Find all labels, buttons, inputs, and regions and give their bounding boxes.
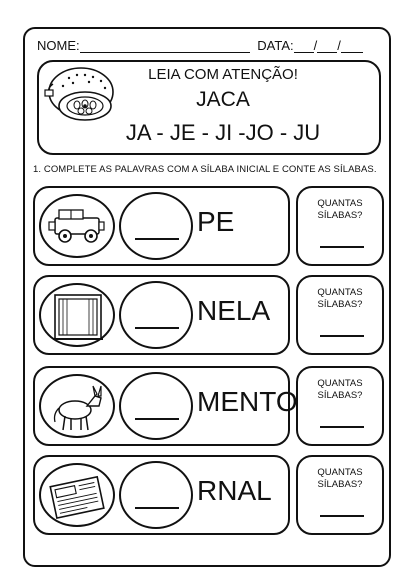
syllable-blank-line <box>135 418 179 420</box>
word-row <box>33 275 290 355</box>
word-suffix: PE <box>197 206 235 237</box>
syllable-count-box[interactable] <box>296 366 384 446</box>
count-label: QUANTAS <box>317 287 363 298</box>
count-answer-line <box>320 246 364 248</box>
picture-circle <box>39 283 115 347</box>
donkey-icon <box>41 376 117 440</box>
date-separator: / <box>313 38 318 53</box>
count-label: QUANTAS <box>317 467 363 478</box>
header-line <box>37 38 363 53</box>
count-label: SÍLABAS? <box>317 390 363 401</box>
date-label: DATA: <box>257 38 294 53</box>
title-box <box>37 60 381 155</box>
jeep-icon <box>41 196 117 260</box>
picture-circle <box>39 463 115 527</box>
syllable-blank-circle[interactable] <box>119 281 193 349</box>
count-label: QUANTAS <box>317 378 363 389</box>
word-suffix: RNAL <box>197 475 272 506</box>
count-label: SÍLABAS? <box>317 479 363 490</box>
syllable-count-box[interactable] <box>296 275 384 355</box>
date-month-field[interactable] <box>317 40 337 53</box>
word-row <box>33 455 290 535</box>
count-answer-line <box>320 426 364 428</box>
count-answer-line <box>320 335 364 337</box>
name-field[interactable] <box>80 40 250 53</box>
name-label: NOME: <box>37 38 80 53</box>
picture-circle <box>39 194 115 258</box>
syllable-blank-line <box>135 238 179 240</box>
syllable-blank-circle[interactable] <box>119 192 193 260</box>
newspaper-icon <box>41 465 117 529</box>
count-label: QUANTAS <box>317 198 363 209</box>
instruction-text: 1. COMPLETE AS PALAVRAS COM A SÍLABA INICIAL E CONTE AS SÍLABAS. <box>33 164 377 175</box>
syllable-count-box[interactable] <box>296 186 384 266</box>
word-row <box>33 186 290 266</box>
word-suffix: NELA <box>197 295 271 326</box>
date-day-field[interactable] <box>294 40 314 53</box>
title-syllables: JA - JE - JI -JO - JU <box>125 120 321 145</box>
window-icon <box>41 285 117 349</box>
count-label: SÍLABAS? <box>317 299 363 310</box>
syllable-count-box[interactable] <box>296 455 384 535</box>
syllable-blank-line <box>135 507 179 509</box>
date-year-field[interactable] <box>341 40 363 53</box>
syllable-blank-circle[interactable] <box>119 372 193 440</box>
word-suffix: MENTO <box>197 386 298 417</box>
title-heading: LEIA COM ATENÇÃO! <box>148 66 298 83</box>
count-label: SÍLABAS? <box>317 210 363 221</box>
syllable-blank-circle[interactable] <box>119 461 193 529</box>
count-answer-line <box>320 515 364 517</box>
syllable-blank-line <box>135 327 179 329</box>
title-word: JACA <box>196 88 250 111</box>
date-separator: / <box>337 38 341 53</box>
picture-circle <box>39 374 115 438</box>
word-row <box>33 366 298 446</box>
